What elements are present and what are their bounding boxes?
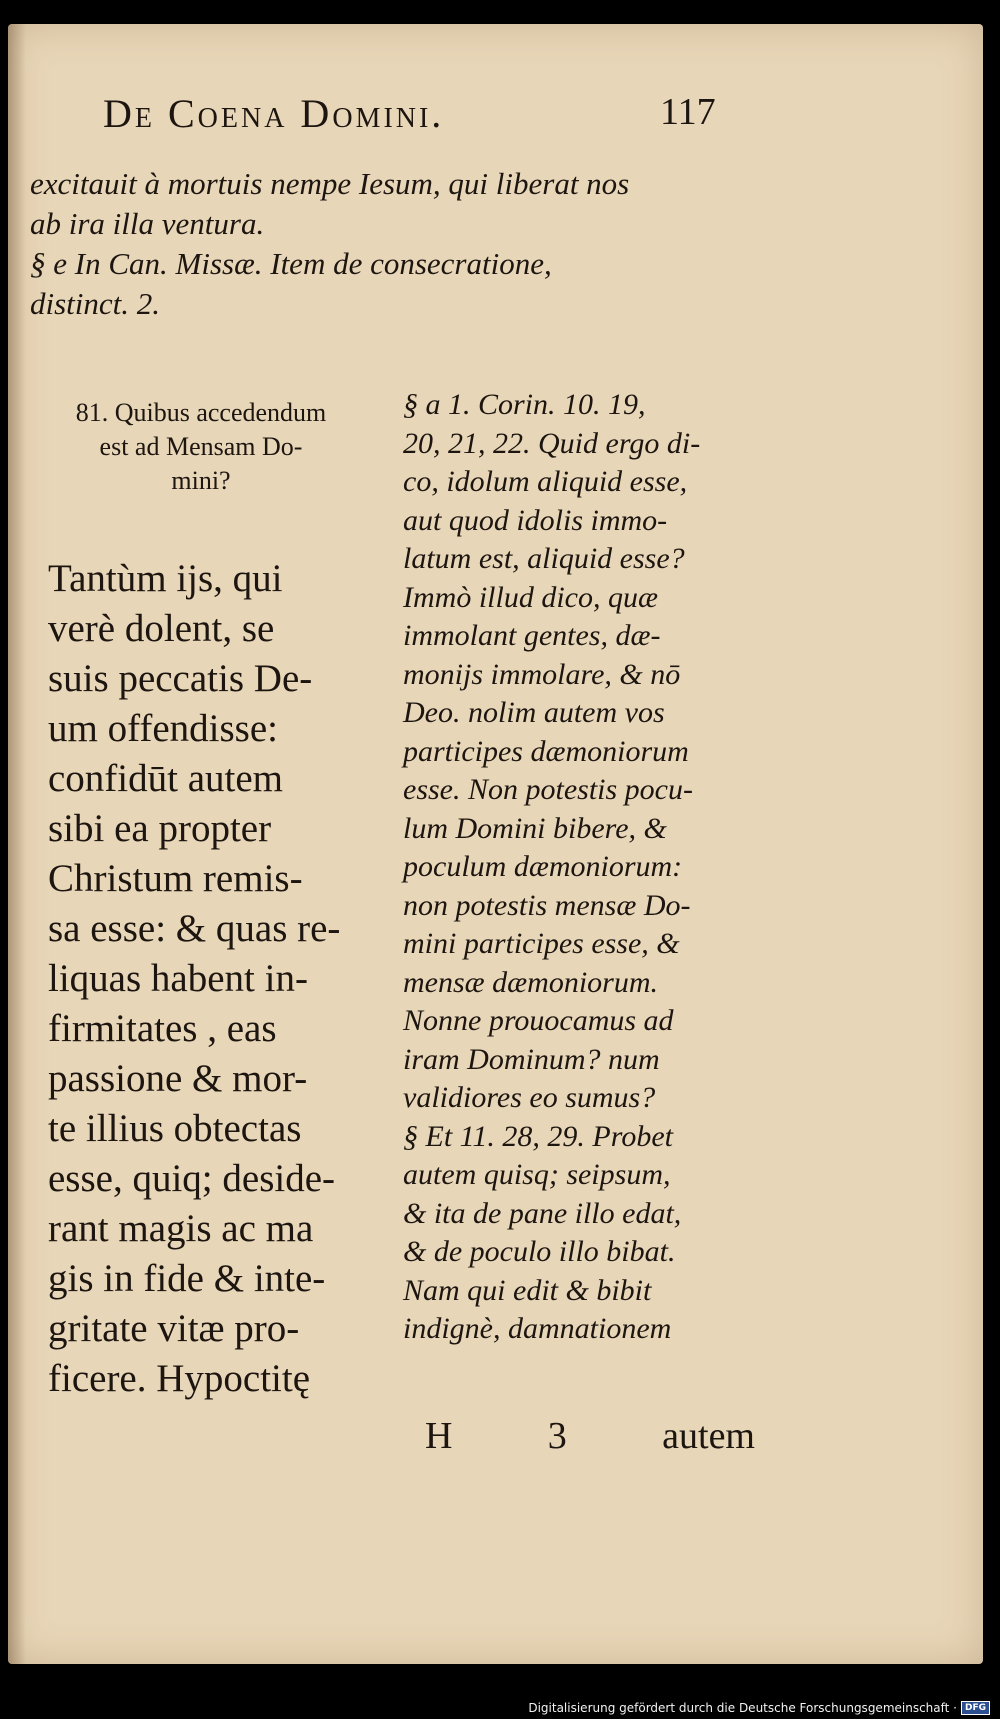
text-line: poculum dæmoniorum: <box>403 850 683 883</box>
top-notes <box>30 164 730 324</box>
text-line: Nam qui edit & bibit <box>403 1273 652 1307</box>
text-line: participes dæmoniorum <box>403 734 689 768</box>
text-line: Deo. nolim autem vos <box>403 696 665 729</box>
text-line: § a 1. Corin. 10. 19, <box>403 388 646 421</box>
page-number: 117 <box>660 91 716 133</box>
text-line: monijs immolare, & nō <box>403 657 681 691</box>
digitization-credit <box>528 1701 990 1715</box>
text-line: non potestis mensæ Do- <box>403 888 691 922</box>
signature-line <box>425 1414 755 1458</box>
marginal-citations <box>403 386 763 1349</box>
text-line: te illius obtectas <box>48 1107 302 1150</box>
text-line: est ad Mensam Do- <box>99 432 303 461</box>
text-line: § e In Can. Missæ. Item de consecratione, <box>30 246 552 281</box>
text-line: ab ira illa ventura. <box>30 206 265 241</box>
text-line: verè dolent, se <box>48 607 275 650</box>
text-line: gis in fide & inte- <box>48 1257 326 1300</box>
text-line: confidūt autem <box>48 757 284 800</box>
signature-mark: H <box>425 1415 453 1457</box>
book-page <box>8 24 983 1664</box>
text-line: sa esse: & quas re- <box>48 907 341 950</box>
text-line: esse, quiq; deside- <box>48 1157 336 1200</box>
running-head: De Coena Domini. <box>103 91 445 136</box>
text-line: firmitates , eas <box>48 1007 277 1050</box>
text-line: Christum remis- <box>48 857 303 900</box>
answer-text <box>48 554 388 1404</box>
signature-number: 3 <box>547 1415 567 1457</box>
text-line: suis peccatis De- <box>48 657 313 700</box>
dfg-logo-icon: DFG <box>961 1701 990 1715</box>
text-line: esse. Non potestis pocu- <box>403 773 693 806</box>
text-line: gritate vitæ pro- <box>48 1307 300 1350</box>
text-line: rant magis ac ma <box>48 1207 314 1250</box>
text-line: Nonne prouocamus ad <box>403 1004 674 1037</box>
catchword: autem <box>662 1415 755 1457</box>
text-line: aut quod idolis immo- <box>403 503 668 537</box>
text-line: mini participes esse, & <box>403 927 680 960</box>
text-line: indignè, damnationem <box>403 1312 672 1345</box>
text-line: 20, 21, 22. Quid ergo di- <box>403 426 701 460</box>
text-line: immolant gentes, dæ- <box>403 619 661 652</box>
text-line: 81. Quibus accedendum <box>75 398 327 427</box>
text-line: mensæ dæmoniorum. <box>403 965 659 999</box>
text-line: Immò illud dico, quæ <box>403 580 658 614</box>
question-heading <box>36 396 366 498</box>
text-line: Tantùm ijs, qui <box>48 557 283 600</box>
text-line: latum est, aliquid esse? <box>403 542 685 575</box>
text-line: excitauit à mortuis nempe Iesum, qui liberat nos <box>30 166 630 201</box>
text-line: & ita de pane illo edat, <box>403 1196 682 1230</box>
text-line: mini? <box>171 466 231 495</box>
text-line: validiores eo sumus? <box>403 1081 656 1114</box>
text-line: iram Dominum? num <box>403 1042 660 1076</box>
text-line: ficere. Hypoctitę <box>48 1357 311 1400</box>
text-line: liquas habent in- <box>48 957 308 1000</box>
text-line: sibi ea propter <box>48 807 272 850</box>
text-line: um offendisse: <box>48 707 279 750</box>
credit-text: Digitalisierung gefördert durch die Deutsche Forschungsgemeinschaft · <box>528 1701 957 1715</box>
text-line: § Et 11. 28, 29. Probet <box>403 1119 673 1153</box>
text-line: & de poculo illo bibat. <box>403 1235 676 1268</box>
text-line: lum Domini bibere, & <box>403 811 667 845</box>
text-line: passione & mor- <box>48 1057 308 1100</box>
text-line: autem quisq; seipsum, <box>403 1158 671 1191</box>
text-line: co, idolum aliquid esse, <box>403 465 688 498</box>
text-line: distinct. 2. <box>30 286 161 321</box>
spine-shadow <box>8 24 26 1664</box>
